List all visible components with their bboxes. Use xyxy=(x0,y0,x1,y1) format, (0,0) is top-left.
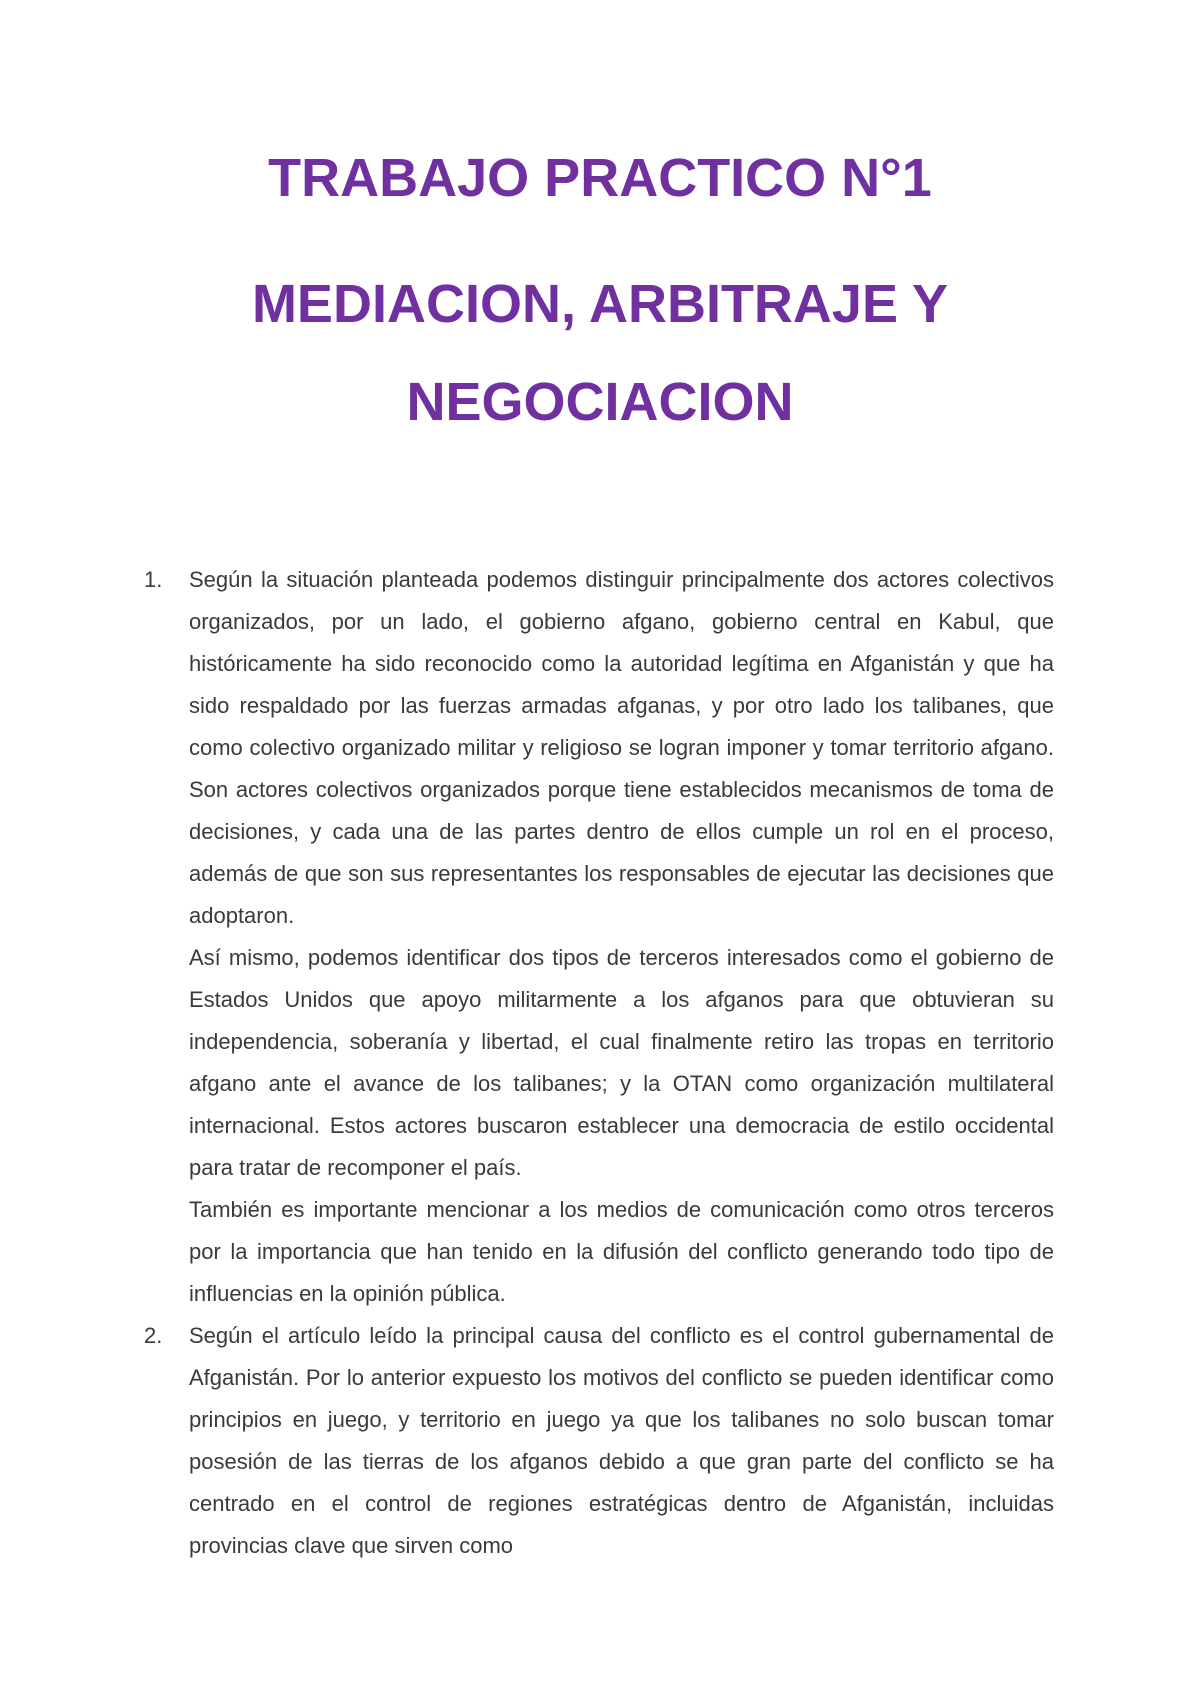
document-title-line-2: MEDIACION, ARBITRAJE Y xyxy=(251,274,949,334)
list-item-number: 2. xyxy=(144,1323,163,1348)
paragraph-causes: Según el artículo leído la principal causa del conflicto es el control gubernamental de Afganistán. Por lo anterior expuesto los motivos del conflicto se pueden identificar como principios en juego, y territorio en juego ya que los talibanes no solo buscan tomar posesión de las tierras de los afganos debido a que gran parte del conflicto se ha centrado en el control de regiones estratégicas dentro de Afganistán, incluidas provincias clave que sirven como xyxy=(189,1323,1054,1558)
paragraph-third-parties: Así mismo, podemos identificar dos tipos de terceros interesados como el gobierno de Estados Unidos que apoyo militarmente a los afganos para que obtuvieran su independencia, soberanía y libertad, el cual finalmente retiro las tropas en territorio afgano ante el avance de los talibanes; y la OTAN como organización multilateral internacional. Estos actores buscaron establecer una democracia de estilo occidental para tratar de recomponer el país. xyxy=(189,945,1054,1180)
list-item-2 xyxy=(144,1315,1054,1567)
paragraph-actors: Según la situación planteada podemos distinguir principalmente dos actores colectivos organizados, por un lado, el gobierno afgano, gobierno central en Kabul, que históricamente ha sido reconocido como la autoridad legítima en Afganistán y que ha sido respaldado por las fuerzas armadas afganas, y por otro lado los talibanes, que como colectivo organizado militar y religioso se logran imponer y tomar territorio afgano. Son actores colectivos organizados porque tiene establecidos mecanismos de toma de decisiones, y cada una de las partes dentro de ellos cumple un rol en el proceso, además de que son sus representantes los responsables de ejecutar las decisiones que adoptaron. xyxy=(189,567,1054,928)
list-item-number: 1. xyxy=(144,567,163,592)
paragraph-media: También es importante mencionar a los medios de comunicación como otros terceros por la importancia que han tenido en la difusión del conflicto generando todo tipo de influencias en la opinión pública. xyxy=(189,1197,1054,1306)
document-title-line-1: TRABAJO PRACTICO N°1 xyxy=(268,148,932,208)
document-body xyxy=(144,559,1054,1567)
list-item-1 xyxy=(144,559,1054,1315)
document-title-line-3: NEGOCIACION xyxy=(406,372,794,432)
